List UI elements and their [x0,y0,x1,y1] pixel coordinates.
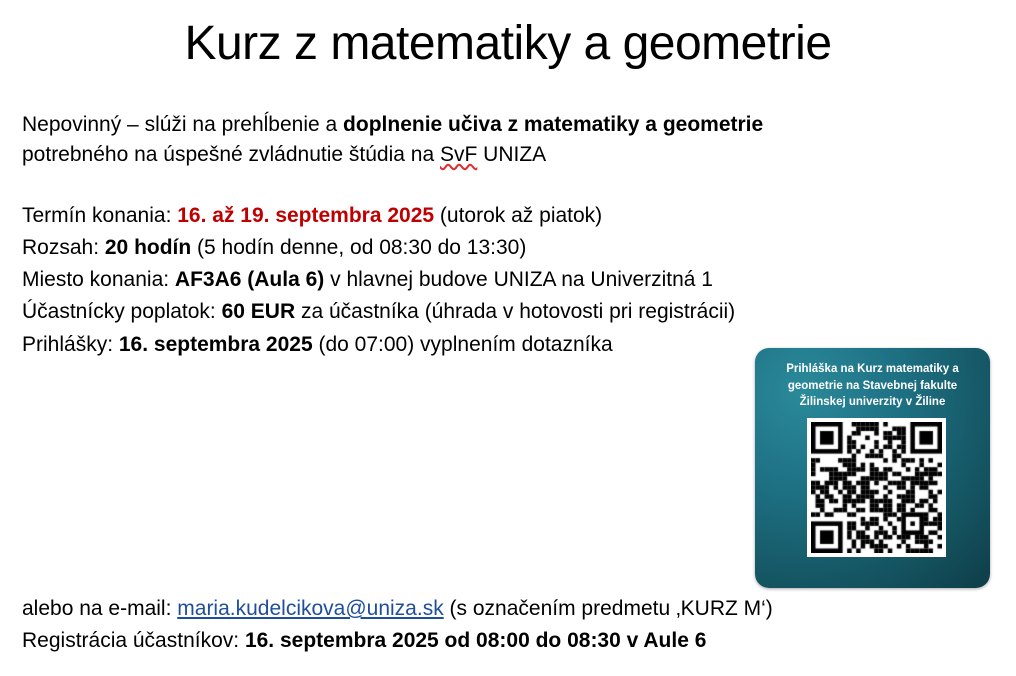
footer-registration-value: 16. septembra 2025 od 08:00 do 08:30 v Aule 6 [244,628,707,652]
intro-line-2 [22,140,982,170]
detail-row-fee [22,296,982,328]
detail-suffix-date: (utorok až piatok) [434,204,603,227]
detail-value-date: 16. až 19. septembra 2025 [177,204,435,227]
detail-row-scope [22,232,982,264]
qr-code-icon[interactable] [807,418,946,557]
detail-suffix-venue: v hlavnej budove UNIZA na Univerzitná 1 [324,268,713,292]
footer-line-registration [22,625,982,657]
footer-paragraph [22,593,982,656]
intro-line-1 [22,110,982,140]
intro-line-2-end: UNIZA [477,143,547,167]
detail-row-date [22,200,982,232]
detail-label-fee: Účastnícky poplatok: [22,300,222,324]
detail-value-fee: 60 EUR [221,300,296,324]
details-list [22,200,982,361]
footer-registration-label: Registrácia účastníkov: [22,628,245,652]
email-link[interactable]: maria.kudelcikova@uniza.sk [177,597,444,620]
detail-row-venue [22,264,982,296]
footer-line-email [22,593,982,625]
page-title: Kurz z matematiky a geometrie [184,17,832,70]
footer-email-label: alebo na e-mail: [22,597,178,620]
detail-value-applications: 16. septembra 2025 [118,332,313,356]
qr-card-caption: Prihláška na Kurz matematiky a geometrie na Stavebnej fakulte Žilinskej univerzity v Žiline [786,363,959,409]
detail-label-venue: Miesto konania: [22,268,175,292]
intro-line-2-spellcheck-word: SvF [439,143,478,167]
intro-paragraph [22,110,982,171]
detail-label-date: Termín konania: [22,204,178,227]
detail-value-scope: 20 hodín [104,236,192,260]
detail-label-scope: Rozsah: [22,236,105,260]
intro-line-1-plain: Nepovinný – slúži na prehĺbenie a [22,113,344,136]
detail-suffix-scope: (5 hodín denne, od 08:30 do 13:30) [191,236,527,260]
detail-suffix-applications: (do 07:00) vyplnením dotazníka [312,332,613,356]
footer-email-suffix: (s označením predmetu ‚KURZ M‘) [443,597,773,620]
detail-suffix-fee: za účastníka (úhrada v hotovosti pri registrácii) [295,300,736,324]
intro-line-1-bold: doplnenie učiva z matematiky a geometrie [343,113,764,136]
detail-label-applications: Prihlášky: [22,332,119,356]
detail-value-venue: AF3A6 (Aula 6) [174,268,325,292]
intro-line-2-start: potrebného na úspešné zvládnutie štúdia na [22,143,440,167]
qr-application-card[interactable] [755,348,990,588]
